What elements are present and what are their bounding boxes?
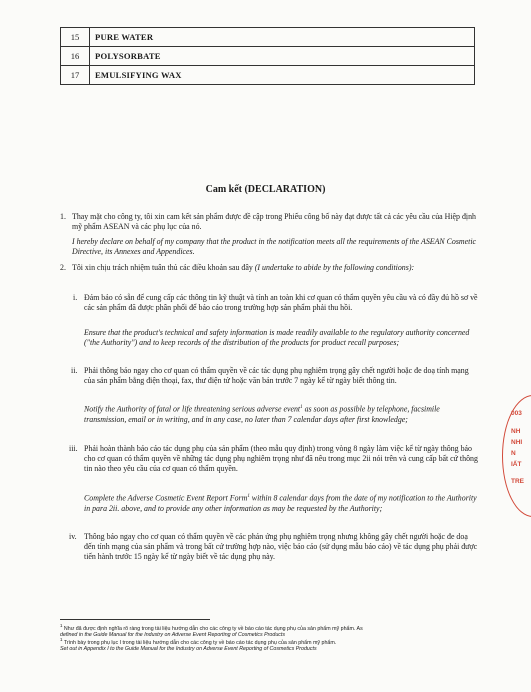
company-stamp (502, 395, 531, 517)
footnote-ref: 1 (300, 405, 303, 410)
ingredient-name: EMULSIFYING WAX (90, 66, 475, 85)
item-1-english: I hereby declare on behalf of my company that the product in the notification meets all the requirements of the ASEAN Cosmetic Directive, its Annexes and Appendices. (72, 237, 477, 256)
table-row (61, 66, 475, 85)
footnote-2 (60, 637, 490, 653)
sub-iv-number: iv. (69, 532, 77, 541)
table-row (61, 47, 475, 66)
stamp-text: 003 (511, 410, 522, 417)
ingredient-table (60, 27, 475, 85)
item-2-english: (I undertake to abide by the following conditions): (254, 263, 415, 272)
sub-ii-english (84, 403, 480, 425)
sub-iii-english (84, 492, 480, 514)
footnote-1-english: defined in the Guide Manual for the Industry on Adverse Event Reporting of Cosmetics Products (60, 632, 286, 639)
footnote-2-vietnamese: Trình bày trong phụ lục I trong tài liệu hướng dẫn cho các công ty về báo cáo tác dụng phụ của sản phẩm mỹ phẩm. (62, 639, 337, 646)
row-number: 17 (61, 66, 90, 85)
sub-i-vietnamese: Đảm bảo có sẵn để cung cấp các thông tin kỹ thuật và tính an toàn khi cơ quan có thẩm quyền yêu cầu và có đầy đủ hồ sơ về các sản phẩm đã được phân phối để báo cáo trong trường hợp sản phẩm phải thu hồi. (84, 293, 478, 312)
sub-ii-english-a: Notify the Authority of fatal or life threatening serious adverse event (84, 404, 301, 414)
table-row (61, 28, 475, 47)
sub-i-number: i. (73, 293, 78, 302)
stamp-text: IẤT (511, 461, 522, 468)
declaration-title: Cam kết (DECLARATION) (205, 184, 326, 195)
row-number: 15 (61, 28, 90, 47)
sub-ii-number: ii. (71, 366, 78, 375)
item-1-vietnamese: Thay mặt cho công ty, tôi xin cam kết sản phẩm được đề cập trong Phiếu công bố này đạt được tất cả các yêu cầu của Hiệp định mỹ phẩm ASEAN và các phụ lục của nó. (72, 212, 476, 231)
footnote-1-marker: 1 (60, 623, 63, 628)
item-2-number: 2. (60, 263, 66, 272)
stamp-text: N (511, 450, 516, 457)
sub-i-english: Ensure that the product's technical and safety information is made readily available to the regulatory authority concerned ("the Authority") and to keep records of the distribution of the products for product recall purposes; (84, 328, 470, 347)
sub-iii-english-a: Complete the Adverse Cosmetic Event Report Form (84, 493, 248, 503)
sub-iv-vietnamese: Thông báo ngay cho cơ quan có thẩm quyền về các phản ứng phụ nghiêm trọng nhưng không gây chết người hoặc đe doạ đến tính mạng của sản phẩm và trong bất cứ trường hợp nào, việc báo cáo (sử dụng mẫu báo cáo) về tác dụng phụ phải được tiến hành trước 15 ngày kể từ ngày biết về tác dụng phụ này. (84, 532, 478, 561)
item-2-vietnamese: Tôi xin chịu trách nhiệm tuân thủ các điều khoản sau đây (72, 263, 253, 272)
sub-iii-english-b: within 8 calendar days from the date of my notification to the Authority in para 2ii. above, and to provide any other information as may be requested by the Authority; (84, 493, 477, 513)
footnote-divider (60, 619, 210, 620)
ingredient-name: POLYSORBATE (90, 47, 475, 66)
row-number: 16 (61, 47, 90, 66)
sub-ii-vietnamese: Phải thông báo ngay cho cơ quan có thẩm quyền về các tác dụng phụ nghiêm trọng gây chết người hoặc đe doạ tính mạng của sản phẩm bằng điện thoại, fax, thư điện tử hoặc văn bản trước 7 ngày kể từ ngày biết thông tin. (84, 366, 469, 385)
footnote-1-vietnamese: Như đã được định nghĩa rõ ràng trong tài liệu hướng dẫn cho các công ty về báo cáo tác dụng phụ của sản phẩm mỹ phẩm. As (62, 625, 363, 632)
sub-iii-number: iii. (69, 444, 78, 453)
item-2-text (72, 263, 480, 273)
sub-iii-vietnamese: Phải hoàn thành báo cáo tác dụng phụ của sản phẩm (theo mẫu quy định) trong vòng 8 ngày làm việc kể từ ngày thông báo cho cơ quan có thẩm quyền về những tác dụng phụ nghiêm trọng như đã nêu trong mục 2ii nói trên và cung cấp bất cứ thông tin nào theo yêu cầu của cơ quan có thẩm quyền. (84, 444, 478, 473)
footnote-2-english: Set out in Appendix I to the Guide Manual for the Industry on Adverse Event Reporting of Cosmetics Products (60, 646, 317, 653)
footnote-2-marker: 1 (60, 637, 63, 642)
stamp-text: NHI (511, 439, 523, 446)
stamp-text: TRE (511, 478, 524, 485)
stamp-text: NH (511, 428, 521, 435)
footnote-ref: 1 (247, 494, 250, 499)
sub-ii-english-b: as soon as possible by telephone, facsimile transmission, email or in writing, and in any case, no later than 7 calendar days after first knowledge; (84, 404, 440, 424)
item-1-number: 1. (60, 212, 66, 221)
ingredient-name: PURE WATER (90, 28, 475, 47)
